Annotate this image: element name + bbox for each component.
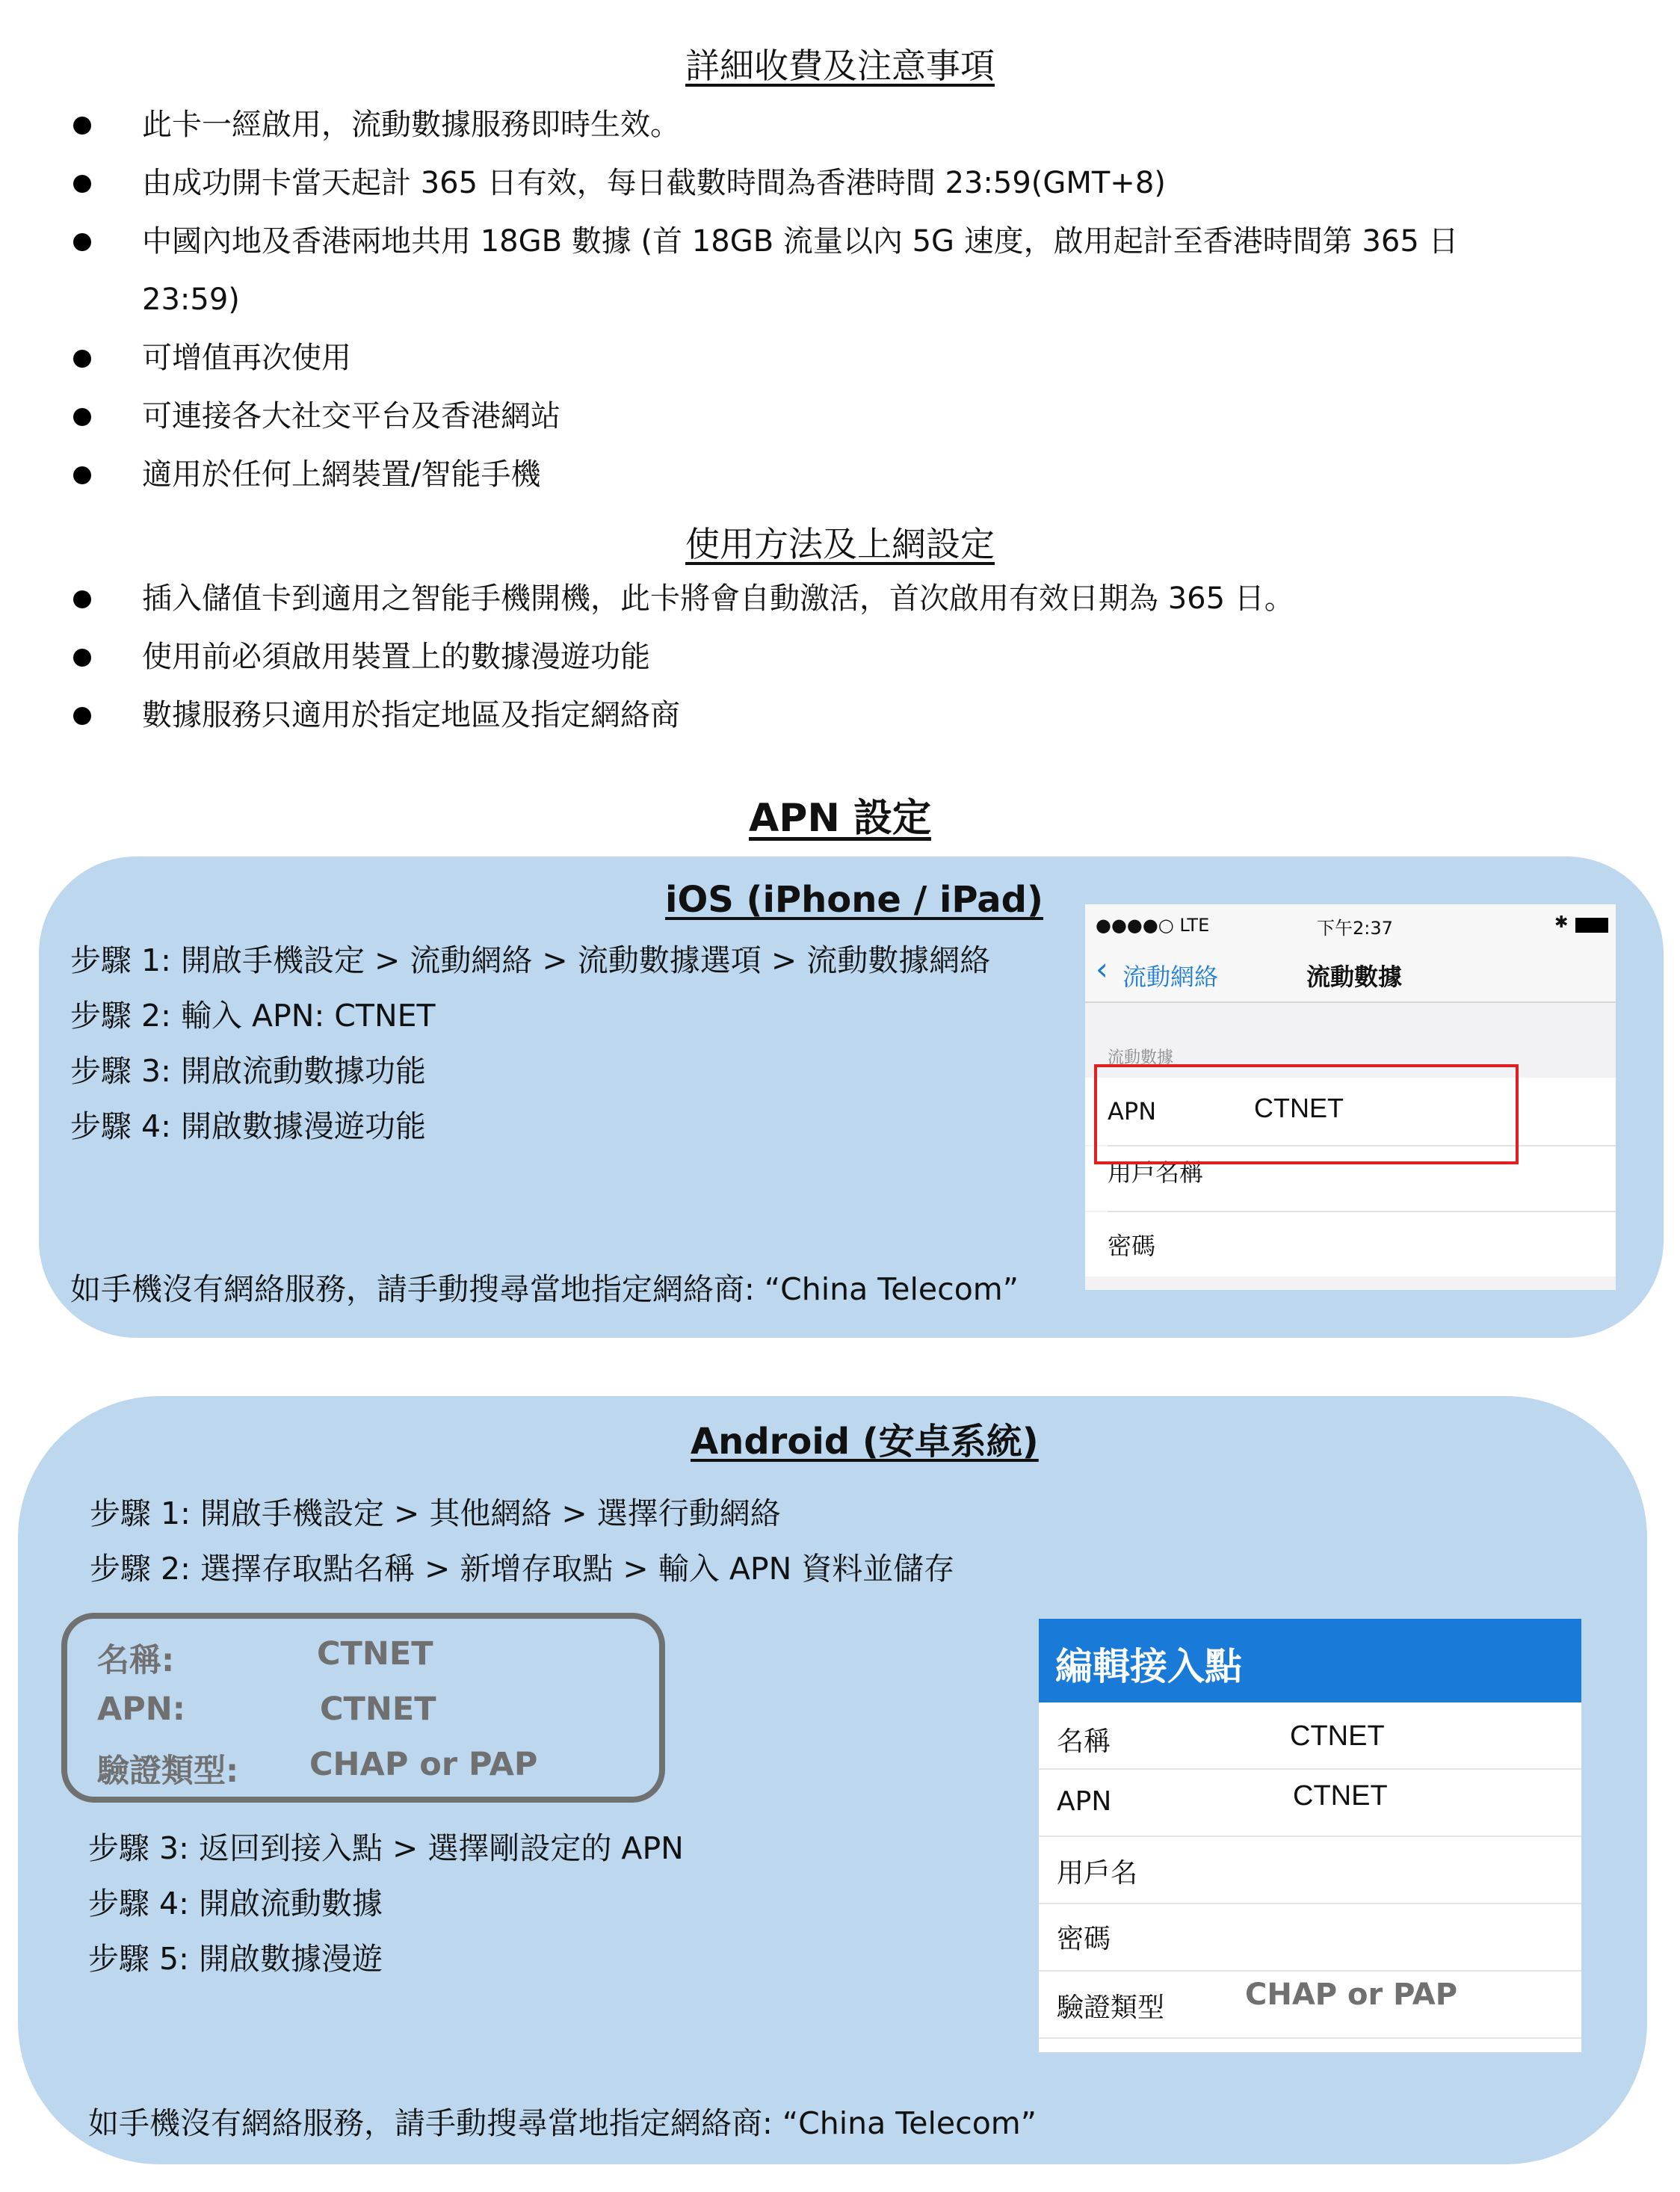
android-step-1: 步驟 1: 開啟手機設定 > 其他網絡 > 選擇行動網絡: [90, 1495, 781, 1531]
android-title: Android (安卓系統): [691, 1421, 1039, 1463]
password-label: 密碼: [1108, 1232, 1156, 1260]
android-step-2: 步驟 2: 選擇存取點名稱 > 新增存取點 > 輸入 APN 資料並儲存: [90, 1551, 955, 1587]
android-step-4: 步驟 4: 開啟流動數據: [88, 1886, 383, 1921]
list-item: 由成功開卡當天起計 365 日有效，每日截數時間為香港時間 23:59(GMT+8): [67, 154, 1637, 212]
username-label: 用戶名: [1057, 1858, 1138, 1889]
bullet-icon: [73, 117, 91, 135]
section-heading-usage: 使用方法及上網設定: [685, 524, 995, 564]
auth-type-row[interactable]: [1039, 1972, 1581, 2039]
nav-bar: [1085, 942, 1616, 1003]
section-header: 流動數據: [1108, 1049, 1174, 1067]
ios-settings-screenshot: [1085, 904, 1616, 1290]
bullet-icon: [73, 408, 91, 426]
list-item: 中國內地及香港兩地共用 18GB 數據 (首 18GB 流量以內 5G 速度，啟用起計至香港時間第 365 日 23:59): [67, 212, 1637, 329]
config-auth-value: CHAP or PAP: [309, 1746, 538, 1783]
android-panel: [18, 1396, 1647, 2164]
password-row[interactable]: [1039, 1904, 1581, 1972]
usage-list: [67, 569, 1637, 744]
config-name-label: 名稱:: [97, 1642, 175, 1679]
apn-value[interactable]: CTNET: [1254, 1093, 1344, 1123]
name-row[interactable]: [1039, 1702, 1581, 1770]
config-auth-label: 驗證類型:: [97, 1753, 239, 1790]
username-label: 用戶名稱: [1108, 1158, 1204, 1187]
app-bar-title: 編輯接入點: [1055, 1645, 1242, 1688]
back-chevron-icon[interactable]: ‹: [1096, 951, 1108, 987]
config-name-value: CTNET: [317, 1635, 433, 1673]
android-step-3: 步驟 3: 返回到接入點 > 選擇剛設定的 APN: [88, 1830, 684, 1866]
password-row[interactable]: [1085, 1212, 1616, 1276]
apn-row[interactable]: [1039, 1770, 1581, 1837]
ios-note: 如手機沒有網絡服務，請手動搜尋當地指定網絡商: “China Telecom”: [70, 1271, 1019, 1307]
username-row[interactable]: [1039, 1837, 1581, 1904]
config-apn-value: CTNET: [320, 1691, 436, 1728]
android-step-5: 步驟 5: 開啟數據漫遊: [88, 1941, 383, 1977]
signal-carrier: ●●●●○ LTE: [1096, 915, 1210, 936]
ios-panel: [39, 856, 1664, 1338]
bullet-icon: [73, 707, 91, 725]
name-value[interactable]: CTNET: [1290, 1720, 1385, 1752]
android-apn-screenshot: [1039, 1619, 1581, 2052]
list-item: 適用於任何上網裝置/智能手機: [67, 445, 1637, 504]
ios-step-1: 步驟 1: 開啟手機設定 > 流動網絡 > 流動數據選項 > 流動數據網絡: [70, 942, 991, 978]
section-heading-charges: 詳細收費及注意事項: [685, 46, 995, 86]
apn-label: APN: [1108, 1097, 1157, 1126]
bullet-icon: [73, 350, 91, 368]
list-item: 可連接各大社交平台及香港網站: [67, 387, 1637, 445]
charges-list: [67, 96, 1637, 504]
list-item: 此卡一經啟用，流動數據服務即時生效。: [67, 96, 1637, 154]
status-time: 下午2:37: [1317, 918, 1393, 939]
list-item: 數據服務只適用於指定地區及指定網絡商: [67, 686, 1637, 744]
ios-step-2: 步驟 2: 輸入 APN: CTNET: [70, 998, 436, 1034]
apn-title: APN 設定: [749, 796, 931, 841]
password-label: 密碼: [1057, 1924, 1111, 1954]
bullet-icon: [73, 649, 91, 667]
highlight-box: [1094, 1064, 1519, 1164]
android-note: 如手機沒有網絡服務，請手動搜尋當地指定網絡商: “China Telecom”: [88, 2105, 1037, 2141]
apn-value[interactable]: CTNET: [1293, 1780, 1388, 1812]
nav-title: 流動數據: [1306, 963, 1403, 991]
bluetooth-icon: ✱: [1554, 913, 1569, 932]
bullet-icon: [73, 233, 91, 251]
battery-icon: [1575, 918, 1608, 933]
ios-step-4: 步驟 4: 開啟數據漫遊功能: [70, 1108, 426, 1144]
list-item: 可增值再次使用: [67, 329, 1637, 387]
config-apn-label: APN:: [97, 1691, 185, 1728]
bullet-icon: [73, 466, 91, 484]
app-bar: [1039, 1619, 1581, 1702]
list-item: 使用前必須啟用裝置上的數據漫遊功能: [67, 628, 1637, 686]
bullet-icon: [73, 590, 91, 608]
ios-title: iOS (iPhone / iPad): [665, 879, 1043, 921]
bullet-icon: [73, 175, 91, 193]
auth-type-value[interactable]: CHAP or PAP: [1245, 1978, 1458, 2012]
list-item: 插入儲值卡到適用之智能手機開機，此卡將會自動激活，首次啟用有效日期為 365 日。: [67, 569, 1637, 628]
name-label: 名稱: [1057, 1726, 1111, 1757]
back-button[interactable]: 流動網絡: [1122, 963, 1219, 991]
auth-type-label: 驗證類型: [1057, 1992, 1165, 2023]
ios-step-3: 步驟 3: 開啟流動數據功能: [70, 1053, 426, 1089]
apn-label: APN: [1057, 1786, 1112, 1817]
